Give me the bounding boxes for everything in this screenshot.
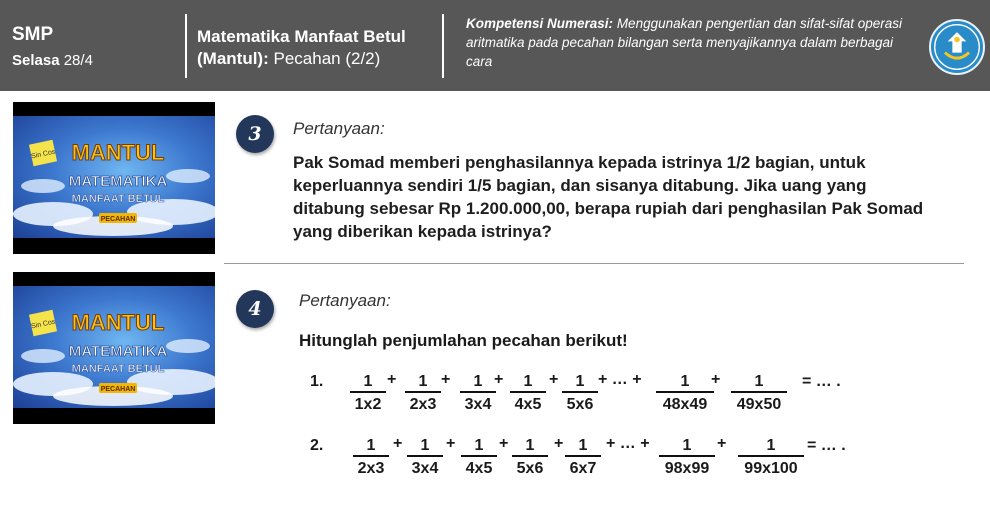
- item-number: 1.: [310, 373, 324, 390]
- numerator: 1: [461, 437, 497, 457]
- item-number: 2.: [310, 437, 324, 454]
- numerator: 1: [353, 437, 389, 457]
- plus-sign: +: [393, 435, 403, 452]
- fraction: [512, 437, 548, 480]
- question-number-badge: 4: [236, 290, 274, 328]
- ministry-logo-icon: [929, 19, 985, 75]
- thumbnail-title-3: MANFAAT BETUL: [71, 193, 165, 205]
- section-divider: [224, 263, 964, 264]
- fraction: [565, 437, 601, 480]
- numerator: 1: [562, 373, 598, 393]
- lesson-title-bold: Matematika Manfaat Betul (Mantul):: [197, 27, 406, 68]
- fraction: [350, 373, 386, 416]
- equals-blank: = … .: [802, 373, 841, 390]
- plus-sign: +: [549, 371, 559, 388]
- numerator: 1: [565, 437, 601, 457]
- thumbnail-sign-text: Sin Cos: [30, 148, 57, 161]
- fraction: [353, 437, 389, 480]
- fraction: [407, 437, 443, 480]
- numerator: 1: [460, 373, 496, 393]
- denominator: 2x3: [357, 460, 385, 477]
- lesson-date-value: 28/4: [63, 52, 93, 69]
- fraction: [731, 373, 787, 416]
- numerator: 1: [405, 373, 441, 393]
- thumbnail-artwork: [13, 116, 215, 238]
- video-thumbnail[interactable]: [13, 272, 215, 424]
- ellipsis-terms: + … +: [598, 371, 642, 388]
- numerator: 1: [659, 437, 715, 457]
- numerator: 1: [350, 373, 386, 393]
- thumbnail-title: MANTUL: [71, 140, 165, 165]
- plus-sign: +: [441, 371, 451, 388]
- question-instruction: Hitunglah penjumlahan pecahan berikut!: [299, 331, 628, 350]
- plus-sign: +: [446, 435, 456, 452]
- numerator: 1: [407, 437, 443, 457]
- plus-sign: +: [494, 371, 504, 388]
- denominator: 2x3: [409, 396, 437, 413]
- lesson-date: [12, 52, 93, 69]
- denominator: 3x4: [411, 460, 439, 477]
- fraction: [656, 373, 714, 416]
- denominator: 48x49: [662, 396, 708, 413]
- denominator: 49x50: [736, 396, 782, 413]
- denominator: 5x6: [516, 460, 544, 477]
- question-text: Pak Somad memberi penghasilannya kepada istrinya 1/2 bagian, untuk keperluannya sendiri 1/5 bagian, dan sisanya ditabung. Jika uang yang ditabung sebesar Rp 1.200.000,00, berapa rupiah dari penghasilan Pak Somad yang diberikan kepada istrinya?: [293, 153, 924, 241]
- video-thumbnail[interactable]: [13, 102, 215, 254]
- numerator: 1: [738, 437, 804, 457]
- header-divider: [185, 14, 187, 78]
- denominator: 99x100: [744, 460, 798, 477]
- fraction: [405, 373, 441, 416]
- question-label: Pertanyaan:: [293, 119, 385, 138]
- plus-sign: +: [554, 435, 564, 452]
- denominator: 3x4: [464, 396, 492, 413]
- fraction: [562, 373, 598, 416]
- question-number-badge: 3: [236, 115, 274, 153]
- thumbnail-title: MANTUL: [71, 310, 165, 335]
- fraction: [659, 437, 715, 480]
- plus-sign: +: [711, 371, 721, 388]
- ellipsis-terms: + … +: [606, 435, 650, 452]
- fraction: [461, 437, 497, 480]
- thumbnail-title-3: MANFAAT BETUL: [71, 363, 165, 375]
- denominator: 4x5: [514, 396, 542, 413]
- question-label: Pertanyaan:: [299, 291, 391, 310]
- competency-description: Menggunakan pengertian dan sifat-sifat operasi aritmatika pada pecahan bilangan serta menyajikannya dalam berbagai cara: [466, 16, 902, 69]
- denominator: 5x6: [566, 396, 594, 413]
- fraction: [738, 437, 804, 480]
- plus-sign: +: [499, 435, 509, 452]
- numerator: 1: [656, 373, 714, 393]
- thumbnail-subtitle: PECAHAN: [100, 386, 136, 393]
- denominator: 4x5: [465, 460, 493, 477]
- lesson-day: Selasa: [12, 52, 60, 69]
- plus-sign: +: [717, 435, 727, 452]
- thumbnail-subtitle: PECAHAN: [100, 216, 136, 223]
- fraction: [460, 373, 496, 416]
- numerator: 1: [731, 373, 787, 393]
- fraction: [510, 373, 546, 416]
- thumbnail-sign-text: Sin Cos: [30, 318, 57, 331]
- thumbnail-title-2: MATEMATIKA: [68, 173, 168, 190]
- equals-blank: = … .: [807, 437, 846, 454]
- numerator: 1: [510, 373, 546, 393]
- thumbnail-title-2: MATEMATIKA: [68, 343, 168, 360]
- plus-sign: +: [387, 371, 397, 388]
- competency-label: Kompetensi Numerasi:: [466, 16, 614, 31]
- lesson-title-rest: Pecahan (2/2): [273, 49, 381, 68]
- header-bar: [0, 0, 990, 91]
- competency-text: [466, 14, 914, 71]
- denominator: 98x99: [664, 460, 710, 477]
- denominator: 6x7: [569, 460, 597, 477]
- lesson-title: [197, 26, 437, 70]
- school-level: SMP: [12, 24, 54, 45]
- numerator: 1: [512, 437, 548, 457]
- thumbnail-artwork: [13, 286, 215, 408]
- denominator: 1x2: [354, 396, 382, 413]
- header-divider: [442, 14, 444, 78]
